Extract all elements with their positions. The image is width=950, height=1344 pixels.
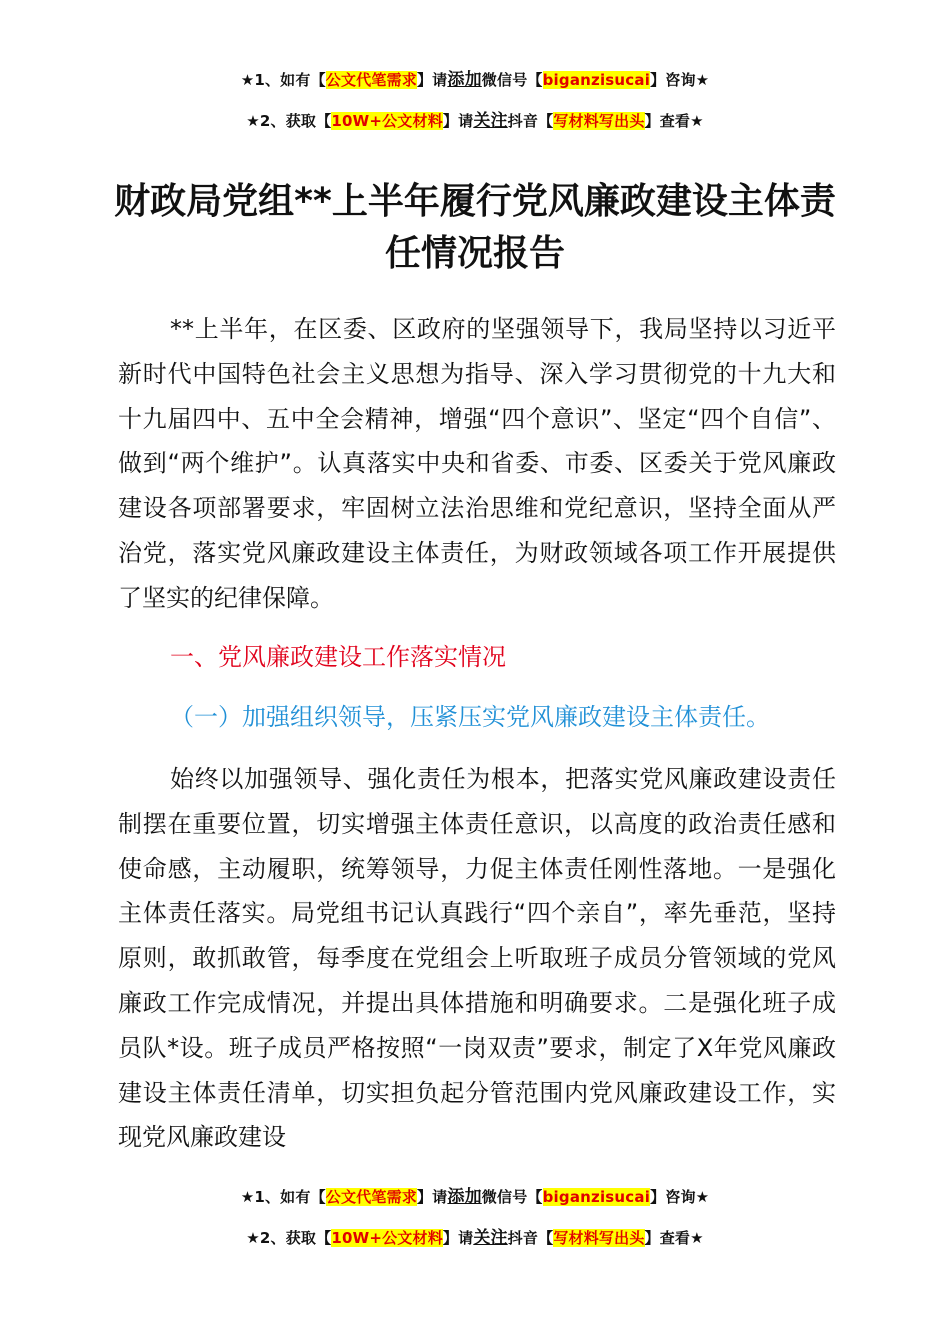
promo-highlight: 10W+公文材料	[331, 112, 443, 130]
header-promo-line-2	[0, 110, 950, 132]
promo-text: 抖音【	[507, 1229, 554, 1247]
promo-text: 】请	[416, 1188, 448, 1206]
body-paragraph: 始终以加强领导、强化责任为根本，把落实党风廉政建设责任制摆在重要位置，切实增强主体责任意识，以高度的政治责任感和使命感，主动履职，统筹领导，力促主体责任刚性落地。一是强化主体责任落实。局党组书记认真践行“四个亲自”，率先垂范，坚持原则，敢抓敢管，每季度在党组会上听取班子成员分管领域的党风廉政工作完成情况，并提出具体措施和明确要求。二是强化班子成员队*设。班子成员严格按照“一岗双责”要求，制定了X年党风廉政建设主体责任清单，切实担负起分管范围内党风廉政建设工作，实现党风廉政建设	[118, 765, 836, 1152]
section-heading: 一、党风廉政建设工作落实情况	[170, 643, 506, 671]
promo-emphasis: 添加	[447, 1187, 482, 1207]
promo-text: 】请	[442, 112, 474, 130]
promo-text: 抖音【	[507, 112, 554, 130]
footer-promo-line-1	[0, 1186, 950, 1208]
promo-text: ★1、如有【	[240, 1188, 326, 1206]
promo-text: 】请	[442, 1229, 474, 1247]
promo-highlight: 10W+公文材料	[331, 1229, 443, 1247]
promo-emphasis: 关注	[473, 1228, 508, 1248]
promo-text: 】咨询★	[650, 71, 710, 89]
promo-emphasis: 关注	[473, 111, 508, 131]
promo-text: ★2、获取【	[246, 1229, 332, 1247]
promo-highlight: biganzisucai	[542, 71, 651, 89]
promo-highlight: 写材料写出头	[553, 112, 645, 130]
promo-text: 微信号【	[481, 71, 543, 89]
document-title: 财政局党组**上半年履行党风廉政建设主体责任情况报告	[114, 181, 836, 274]
promo-highlight: 公文代笔需求	[325, 1188, 417, 1206]
promo-highlight: biganzisucai	[542, 1188, 651, 1206]
promo-text: 】查看★	[644, 112, 704, 130]
promo-highlight: 写材料写出头	[553, 1229, 645, 1247]
promo-text: ★2、获取【	[246, 112, 332, 130]
intro-paragraph: **上半年，在区委、区政府的坚强领导下，我局坚持以习近平新时代中国特色社会主义思想为指导、深入学习贯彻党的十九大和十九届四中、五中全会精神，增强“四个意识”、坚定“四个自信”、做到“两个维护”。认真落实中央和省委、市委、区委关于党风廉政建设各项部署要求，牢固树立法治思维和党纪意识，坚持全面从严治党，落实党风廉政建设主体责任，为财政领域各项工作开展提供了坚实的纪律保障。	[118, 315, 836, 612]
promo-text: 】请	[416, 71, 448, 89]
promo-text: 】咨询★	[650, 1188, 710, 1206]
promo-text: ★1、如有【	[240, 71, 326, 89]
footer-promo-line-2	[0, 1227, 950, 1249]
promo-text: 】查看★	[644, 1229, 704, 1247]
promo-emphasis: 添加	[447, 70, 482, 90]
promo-highlight: 公文代笔需求	[325, 71, 417, 89]
subsection-heading: （一）加强组织领导，压紧压实党风廉政建设主体责任。	[170, 703, 770, 731]
header-promo-line-1	[0, 69, 950, 91]
promo-text: 微信号【	[481, 1188, 543, 1206]
